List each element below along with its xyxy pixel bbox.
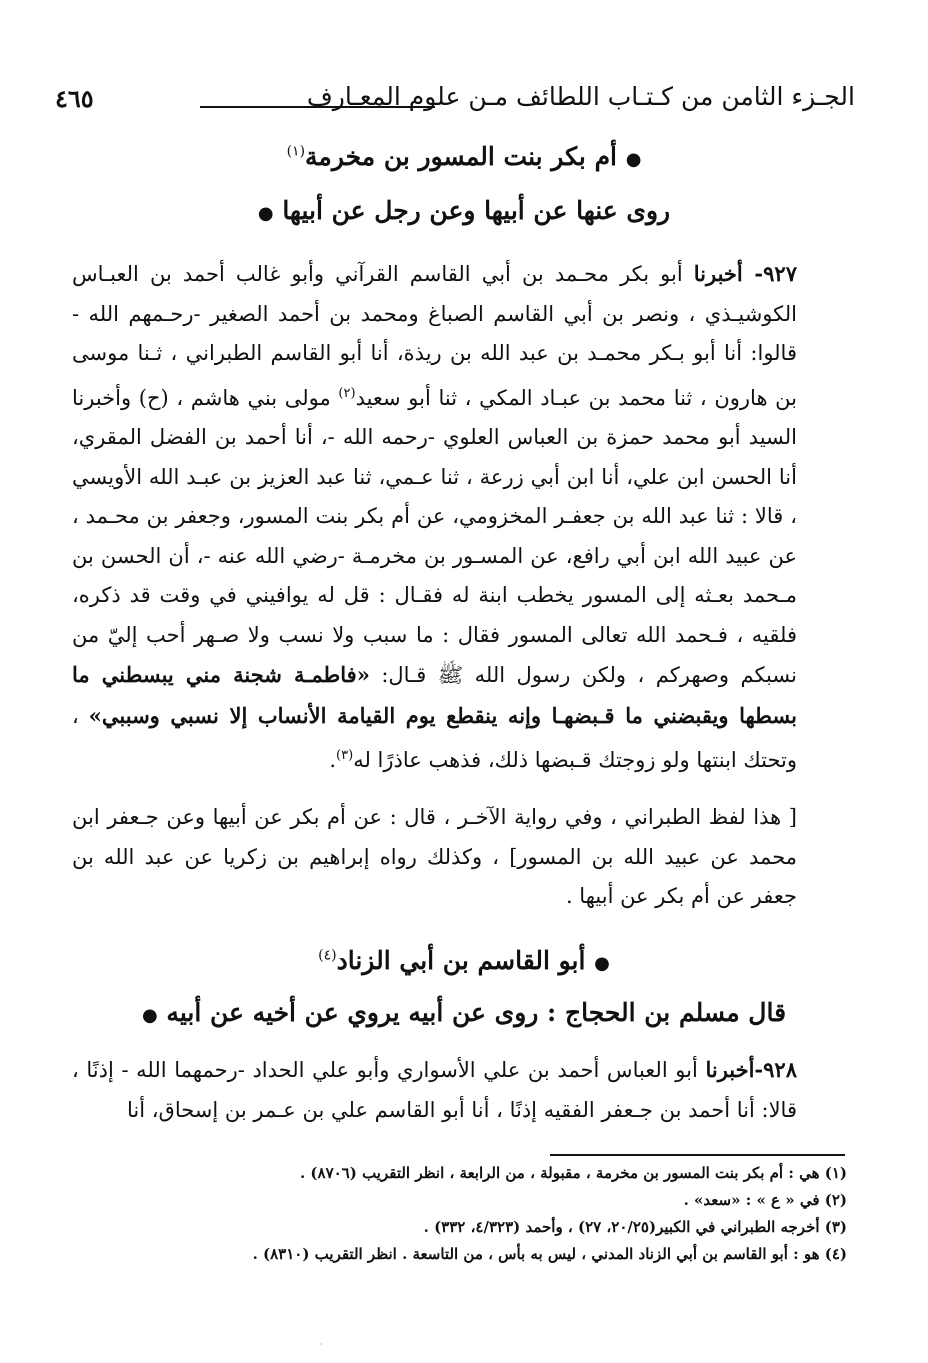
page-number: ٤٦٥	[55, 84, 94, 113]
footnote: (٤) هو : أبو القاسم بن أبي الزناد المدني ، ليس به بأس ، من التاسعة . انظر التقريب (٨٣١٠) .	[252, 1245, 847, 1263]
footnote: (٢) في « ع » : «سعد» .	[683, 1191, 847, 1209]
paragraph-end: .	[329, 748, 337, 772]
paragraph-lead: ٩٢٧- أخبرنا	[693, 261, 797, 286]
section-title: أم بكر بنت المسور بن مخرمة	[305, 142, 617, 171]
paragraph-text: ، وتحتك ابنتها ولو زوجتك قـبضها ذلك، فذهب عاذرًا له	[72, 703, 797, 772]
section-subtitle: قال مسلم بن الحجاج : روى عن أبيه يروي عن أخيه عن أبيه	[166, 998, 787, 1027]
section-subheading	[0, 998, 928, 1027]
note-paragraph: [ هذا لفظ الطبراني ، وفي رواية الآخـر ، قال : عن أم بكر عن أبيها وعن جـعفر ابن محمد عن عبيد الله بن المسور] ، وكذلك رواه إبراهيم بن زكريا عن عبد الله بن جعفر عن أم بكر عن أبيها .	[72, 805, 797, 908]
running-title: الجـزء الثامن من كـتـاب اللطائف مـن علوم المعـارف	[306, 82, 855, 111]
footnote-ref: (١)	[286, 143, 306, 160]
section-title: أبو القاسم بن أبي الزناد	[336, 946, 586, 975]
bullet-icon: ●	[594, 953, 610, 974]
section-heading	[0, 142, 928, 171]
hadith-paragraph-927	[72, 254, 797, 781]
footnote: (٣) أخرجه الطبراني في الكبير(٢٠/٢٥، ٢٧) ، وأحمد (٤/٣٢٣، ٣٣٢) .	[423, 1218, 847, 1236]
footnote-ref: (٤)	[318, 947, 337, 964]
hadith-paragraph-928	[72, 1050, 797, 1130]
footnote-ref: (٢)	[338, 385, 356, 401]
paragraph-text: أبو بكر محـمد بن أبي القاسم القرآني وأبو غالب أحمد بن العبـاس الكوشيـذي ، ونصر بن أبي القاسم الصباغ ومحمد بن أحمد الصغير -رحـمهم الله - قالوا: أنا أبو بـكر محمـد بن عبد الله بن ريذة، أنا أبو القاسم الطبراني ، ثـنا موسى بن هارون ، ثنا محمد بن عبـاد المكي ، ثنا أبو سعيد	[72, 262, 797, 410]
footnotes	[180, 1160, 847, 1268]
paragraph-text: أبو العباس أحمد بن علي الأسواري وأبو علي الحداد -رحمهما الله - إذنًا ، قالا: أنا أحمد بن جـعفر الفقيه إذنًا ، أنا أبو القاسم علي بن عـمر بن إسحاق، أنا	[72, 1058, 797, 1122]
footnote-rule	[550, 1154, 845, 1156]
section-heading	[0, 946, 928, 975]
footnote-ref: (٣)	[336, 748, 354, 763]
section-subtitle: روى عنها عن أبيها وعن رجل عن أبيها	[282, 196, 671, 225]
bullet-icon: ●	[625, 149, 642, 170]
running-header	[55, 82, 855, 122]
hadith-text: «فاطمـة شجنة مني يبسطني ما بسطها ويقبضني ما قـبضهـا وإنه ينقطع يوم القيامة الأنساب إلا نسبي وسببي»	[72, 662, 797, 728]
footnote: (١) هي : أم بكر بنت المسور بن مخرمة ، مقبولة ، من الرابعة ، انظر التقريب (٨٧٠٦) .	[299, 1164, 847, 1182]
paragraph-lead: ٩٢٨-أخبرنا	[705, 1057, 797, 1082]
bullet-icon: ●	[141, 1005, 158, 1026]
bullet-icon: ●	[257, 203, 274, 224]
scan-speck: ·	[320, 1340, 323, 1349]
section-subheading	[0, 196, 928, 225]
paragraph-text: مولى بني هاشم ، (ح) وأخبرنا السيد أبو محمد حمزة بن العباس العلوي -رحمه الله -، أنا أحمد بن الفضل المقري، أنا الحسن ابن علي، أنا ابن أبي زرعة ، ثنا عـمي، ثنا عبد العزيز بن عبـد الله الأويسي ، قالا : ثنا عبد الله بن جعفـر المخزومي، عن أم بكر بنت المسور، وجعفر بن محـمد ، عن عبيد الله ابن أبي رافع، عن المسـور بن مخرمـة -رضي الله عنه -، أن الحسن بن مـحمد بعـثه إلى المسور يخطب ابنة له فقـال : قل له يوافيني في وقت قد ذكره، فلقيه ، فـحمد الله تعالى المسور فقال : ما سبب ولا نسب ولا صـهر أحب إليّ من نسبكم وصهركم ، ولكن رسول الله ﷺ قـال:	[72, 385, 797, 687]
